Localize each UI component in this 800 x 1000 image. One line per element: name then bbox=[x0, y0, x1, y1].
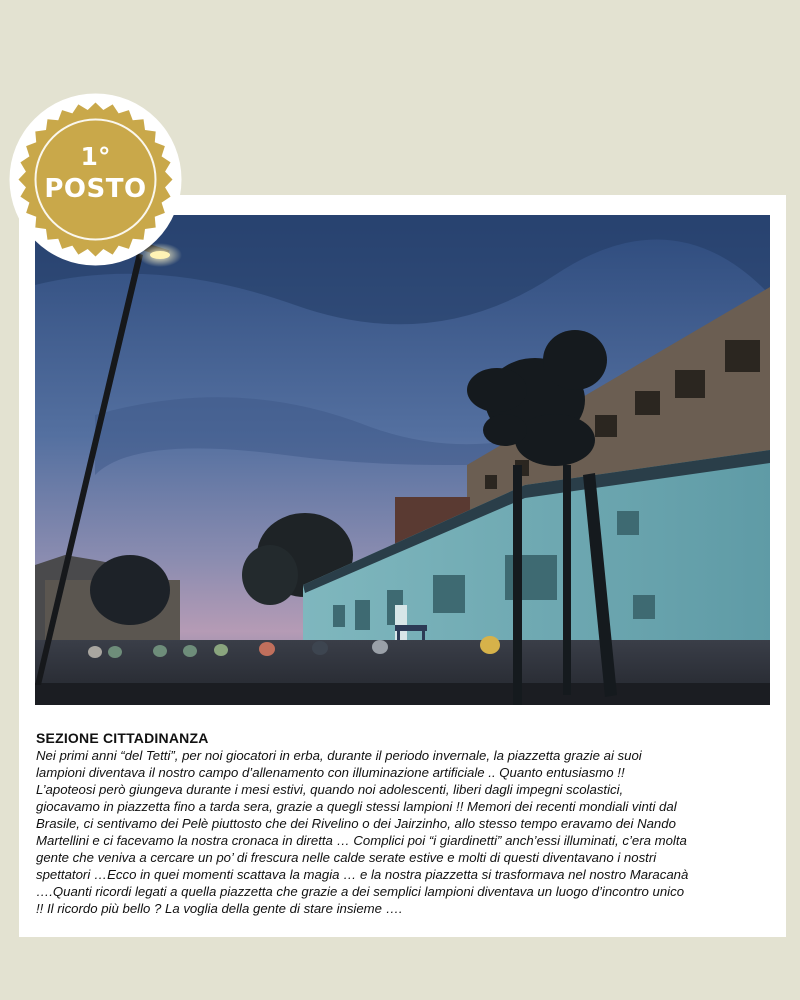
story-line: gente che veniva a cercare un po’ di frescura nelle calde serate estive e molti di questi diventavano i nostri bbox=[36, 850, 657, 865]
badge-rank: 1° bbox=[80, 142, 111, 171]
caption bbox=[36, 729, 771, 917]
badge-label: POSTO bbox=[44, 174, 147, 204]
story-line: giocavamo in piazzetta fino a tarda sera, grazie a quegli stessi lampioni !! Memori dei recenti mondiali vinti dal bbox=[36, 799, 677, 814]
story-line: spettatori …Ecco in quei momenti scattava la magia … e la nostra piazzetta si trasformava nel nostro Maracanà bbox=[36, 867, 689, 882]
first-place-badge bbox=[8, 92, 183, 267]
story-line: Martellini e ci facevamo la nostra cronaca in diretta … Complici poi “i giardinetti” anch’essi illuminati, c’era molta bbox=[36, 833, 687, 848]
story-line: L’apoteosi però giungeva durante i mesi estivi, quando noi adolescenti, liberi dagli impegni scolastici, bbox=[36, 782, 624, 797]
story-line: ….Quanti ricordi legati a quella piazzetta che grazie a dei semplici lampioni diventava un luogo d’incontro unico bbox=[36, 884, 685, 899]
story-line: Nei primi anni “del Tetti”, per noi giocatori in erba, durante il periodo invernale, la piazzetta grazie ai suoi bbox=[36, 748, 642, 763]
photo-image bbox=[35, 215, 770, 705]
story-text bbox=[36, 747, 771, 917]
story-line: !! Il ricordo più bello ? La voglia della gente di stare insieme …. bbox=[36, 901, 403, 916]
section-title: SEZIONE CITTADINANZA bbox=[36, 730, 209, 746]
photo-card bbox=[19, 195, 786, 937]
story-line: Brasile, ci sentivamo dei Pelè piuttosto che dei Rivelino o dei Jairzinho, allo stesso tempo eravamo dei Nando bbox=[36, 816, 676, 831]
contest-photo bbox=[35, 215, 770, 705]
story-line: lampioni diventava il nostro campo d’allenamento con illuminazione artificiale .. Quanto entusiasmo !! bbox=[36, 765, 625, 780]
